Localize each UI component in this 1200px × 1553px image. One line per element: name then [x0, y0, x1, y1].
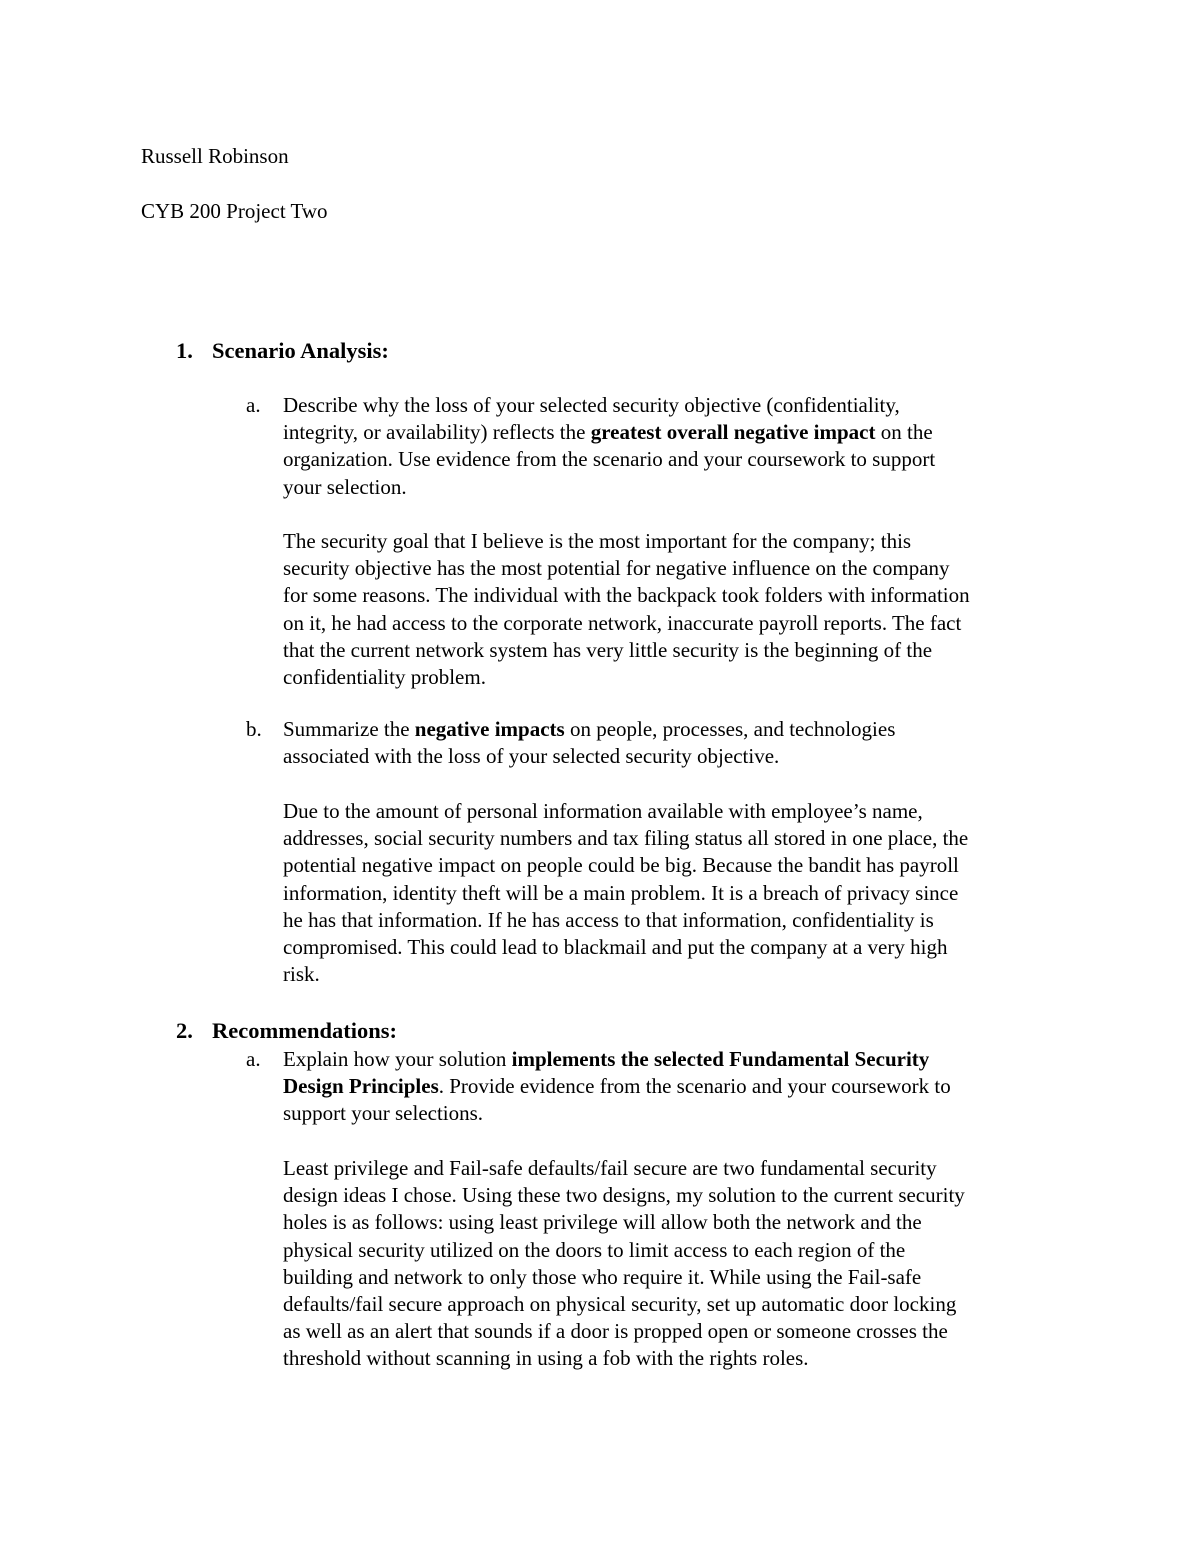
item-letter: a. [246, 1047, 261, 1071]
answer-line: The security goal that I believe is the most important for the company; this [283, 529, 912, 553]
section-title: Scenario Analysis: [212, 338, 389, 363]
prompt-text: on the [875, 420, 933, 445]
answer-paragraph [283, 528, 1073, 691]
prompt-text: on people, processes, and technologies [564, 717, 896, 741]
prompt-text: Summarize the [283, 717, 415, 741]
answer-line: confidentiality problem. [283, 665, 486, 690]
answer-line: that the current network system has very little security is the beginning of the [283, 637, 933, 662]
prompt-text: your selection. [283, 474, 407, 499]
prompt-line [283, 419, 1073, 446]
answer-line: information, identity theft will be a main problem. It is a breach of privacy since [283, 880, 959, 905]
section-number: 1. [176, 338, 193, 363]
answer-line: he has that information. If he has access to that information, confidentiality is [283, 907, 934, 932]
answer-line: addresses, social security numbers and tax filing status all stored in one place, the [283, 826, 969, 851]
prompt-emphasis: negative impacts [414, 717, 565, 741]
prompt-text: . Provide evidence from the scenario and your coursework to [438, 1074, 951, 1099]
prompt-text: organization. Use evidence from the scenario and your coursework to support [283, 447, 936, 472]
answer-paragraph [283, 798, 1073, 988]
prompt-line [283, 392, 1073, 419]
answer-line: compromised. This could lead to blackmail and put the company at a very high [283, 935, 948, 960]
prompt-text: Describe why the loss of your selected security objective (confidentiality, [283, 393, 900, 417]
prompt-text: associated with the loss of your selected security objective. [283, 744, 780, 769]
answer-line: defaults/fail secure approach on physical security, set up automatic door locking [283, 1292, 957, 1317]
answer-line: physical security utilized on the doors to limit access to each region of the [283, 1237, 906, 1262]
prompt-paragraph [283, 1046, 1073, 1128]
answer-line: risk. [283, 962, 320, 987]
prompt-paragraph [283, 716, 1073, 770]
answer-line: Due to the amount of personal information available with employee’s name, [283, 799, 923, 823]
prompt-line [283, 1073, 1073, 1100]
prompt-line [283, 474, 1073, 501]
item-letter: a. [246, 393, 261, 417]
answer-line: Least privilege and Fail-safe defaults/fail secure are two fundamental security [283, 1156, 937, 1180]
item-letter: b. [246, 717, 262, 741]
answer-line: as well as an alert that sounds if a door is propped open or someone crosses the [283, 1319, 948, 1344]
prompt-text: Explain how your solution [283, 1047, 512, 1071]
answer-line: holes is as follows: using least privilege will allow both the network and the [283, 1210, 922, 1235]
prompt-emphasis: greatest overall negative impact [590, 420, 876, 445]
course-title: CYB 200 Project Two [141, 199, 328, 223]
section-title: Recommendations: [212, 1018, 397, 1043]
prompt-paragraph [283, 392, 1073, 501]
answer-line: potential negative impact on people could be big. Because the bandit has payroll [283, 853, 959, 878]
prompt-text: support your selections. [283, 1101, 484, 1126]
prompt-line [283, 716, 1073, 743]
prompt-emphasis: Design Principles [283, 1074, 439, 1099]
section-number: 2. [176, 1018, 193, 1043]
prompt-emphasis: implements the selected Fundamental Security [511, 1047, 930, 1071]
prompt-line [283, 743, 1073, 770]
author-name: Russell Robinson [141, 144, 289, 168]
answer-line: building and network to only those who require it. While using the Fail-safe [283, 1264, 922, 1289]
prompt-text: integrity, or availability) reflects the [283, 420, 591, 445]
answer-line: threshold without scanning in using a fob with the rights roles. [283, 1346, 809, 1371]
prompt-line [283, 1046, 1073, 1073]
prompt-line [283, 1100, 1073, 1127]
answer-line: on it, he had access to the corporate network, inaccurate payroll reports. The fact [283, 610, 962, 635]
answer-line: design ideas I chose. Using these two designs, my solution to the current security [283, 1183, 965, 1208]
answer-paragraph [283, 1155, 1073, 1373]
prompt-line [283, 446, 1073, 473]
answer-line: security objective has the most potential for negative influence on the company [283, 556, 950, 581]
answer-line: for some reasons. The individual with the backpack took folders with information [283, 583, 970, 608]
